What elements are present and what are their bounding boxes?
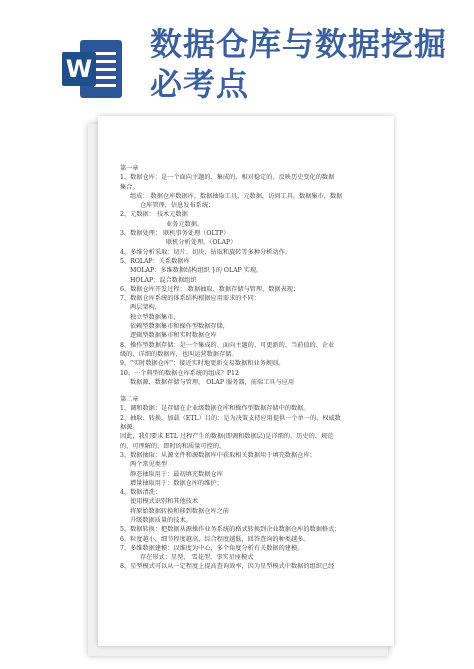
text-line: 存在形式：星型， 雪花型、事实星座模式 [140, 554, 254, 562]
text-line: 6、粒度越小，细节程度越高，综合程度越低，回答查询的种类越多。 [120, 535, 310, 543]
section-gap [120, 387, 378, 395]
text-line: HOLAP：混合数据组织 [130, 276, 197, 284]
text-line: 两层架构， [130, 304, 161, 312]
text-line: 数据源、数据存储与管理、 OLAP 服务器，前端工具与应用 [130, 378, 295, 386]
text-line: 2、元数据： 技术元数据 [120, 211, 188, 219]
text-line: 1、调和数据：是存储在企业级数据仓库和操作型数据存储中的数据。 [120, 405, 310, 413]
text-line: 4、数据清洗： [120, 489, 162, 497]
text-line: 6、数据仓库开发过程： 数据抽取、数据存储与管理、数据表现； [120, 285, 300, 293]
text-line: 级的、详细的数据库，也叫运营数据存储。 [120, 350, 238, 358]
chapter-one [120, 164, 378, 387]
text-line: 依赖型数据集市和操作型数据存储， [130, 323, 229, 331]
text-line: 的、可理解的、即时的和质量可控的。 [120, 442, 226, 450]
word-badge: W [62, 52, 96, 86]
text-line: 静态抽取用于：最初填充数据仓库 [130, 470, 223, 478]
text-line: MOLAP：多维数据结构组织 }的 OLAP 实现。 [130, 267, 263, 275]
text-line: 联机分析处理。（OLAP） [166, 239, 237, 247]
text-line: 7、多维数据建模：以维度为中心，多个角度分析有关数据的建模。 [120, 544, 304, 552]
text-line: 5、ROLAP：关系数据库 [120, 257, 190, 265]
text-line: 使用模式识别和其他技术 [130, 498, 199, 506]
text-line: 第二章 [120, 396, 139, 404]
document-content [120, 164, 378, 572]
text-line: 两个常见类型 [130, 461, 168, 469]
text-line: 7、数据仓库系统的体系结构根据应用需求的不同： [120, 295, 261, 303]
text-line: 据源。 [120, 424, 139, 432]
document-page [98, 116, 394, 646]
document-header [0, 0, 474, 112]
text-line: 10、一个典型的数据仓库系统的组成？P12 [120, 369, 239, 377]
text-line: 独立型数据集市， [130, 313, 180, 321]
text-line: 3、数据抽取：从源文件和源数据库中获取相关数据用于填充数据仓库； [120, 451, 316, 459]
text-line: 因此，我们要求 ETL 过程产生的数据(即调和数据层)是详细的、历史的、规范 [120, 433, 334, 441]
microsoft-word-icon [62, 38, 124, 102]
text-line: 5、数据转换：把数据从源操作业务系统的格式转换到企业数据仓库的数据格式； [120, 526, 341, 534]
text-line: 2、抽取、转换、加载（ETL）目的：是为决策支持应用提供一个单一的、权威数 [120, 414, 341, 422]
text-line: 第一章 [120, 165, 139, 172]
text-line: 升级数据质量的技术。 [130, 516, 192, 524]
text-line: 逻辑型数据集市和实时数据仓库 [130, 332, 217, 340]
text-line: 1、数据仓库：是一个面向主题的、集成的、相对稳定的、反映历史变化的数据 [120, 174, 335, 182]
text-line: 集合。 [120, 183, 139, 191]
chapter-two [120, 395, 378, 572]
text-line: 业务元数据。 [166, 220, 204, 228]
text-line: 组成： 数据仓库数据库，数据抽取工具，元数据，访问工具，数据集市，数据 [130, 192, 343, 200]
text-line: 9、"实时数据仓库"：接近实时地更新交易数据和业务规则。 [120, 360, 285, 368]
text-line: 增量抽取用于：数据仓库的维护； [130, 479, 223, 487]
text-line: 4、多维分析采取：切片、切块、钻取和旋转等多种分析动作。 [120, 248, 291, 256]
text-line: 将原始数据转换和移到数据仓库之前 [130, 507, 229, 515]
text-line: 仓库管理，信息发布系统； [140, 202, 215, 210]
text-line: 8、星型模式可以从一定程度上提高查询效率，因为星型模式中数据的组织已经 [120, 563, 335, 571]
document-title: 数据仓库与数据挖掘必考点 [150, 25, 448, 103]
text-line: 8、操作型数据存储：是一个集成的、面向主题的、可更新的、当前值的、企业 [120, 341, 335, 349]
word-doc-lines [94, 52, 116, 92]
text-line: 3、数据处理： 联机事务处理（OLTP） [120, 230, 230, 238]
